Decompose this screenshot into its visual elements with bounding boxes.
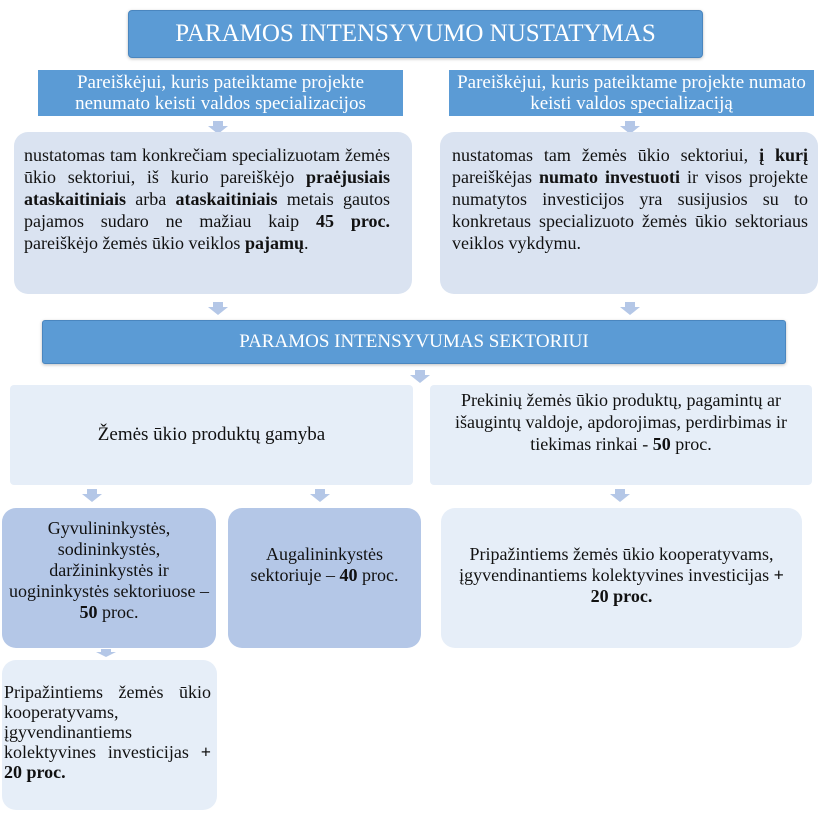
left-condition-text: nustatomas tam konkrečiam specializuotam žemės ūkio sektoriui, iš kurio pareiškėjo praėjusiais ataskaitiniais arba ataskaitiniais metais gautos pajamos sudaro ne mažiau kaip 45 proc. pareiškėjo žemės ūkio veiklos pajamų.	[14, 132, 412, 294]
main-title: PARAMOS INTENSYVUMO NUSTATYMAS	[128, 10, 703, 58]
crop-sector-box: Augalininkystės sektoriuje – 40 proc.	[228, 508, 421, 648]
arrow-down-icon	[310, 489, 330, 502]
cooperatives-bonus-right-box: Pripažintiems žemės ūkio kooperatyvams, įgyvendinantiems kolektyvines investicijas + 20 proc.	[441, 508, 802, 648]
cooperatives-bonus-left-box: Pripažintiems žemės ūkio kooperatyvams, įgyvendinantiems kolektyvines investicijas + 20 proc.	[2, 660, 217, 810]
right-condition-text: nustatomas tam žemės ūkio sektoriui, į kurį pareiškėjas numato investuoti ir visos projekte numatytos investicijos yra susijusios su to konkretaus specializuoto žemės ūkio sektoriaus veiklos vykdymu.	[440, 132, 818, 294]
processing-box: Prekinių žemės ūkio produktų, pagamintų ar išaugintų valdoje, apdorojimas, perdirbimas ir tiekimas rinkai - 50 proc.	[430, 385, 812, 485]
right-condition-header: Pareiškėjui, kuris pateiktame projekte numato keisti valdos specializaciją	[449, 70, 814, 118]
arrow-down-icon	[82, 489, 102, 502]
arrow-down-icon	[620, 302, 640, 315]
sector-intensity-title: PARAMOS INTENSYVUMAS SEKTORIUI	[42, 320, 786, 364]
arrow-down-icon	[410, 370, 430, 383]
livestock-sectors-box: Gyvulininkystės, sodininkystės, daržininkystės ir uogininkystės sektoriuose – 50 proc.	[2, 508, 216, 648]
arrow-down-icon	[208, 302, 228, 315]
left-condition-header: Pareiškėjui, kuris pateiktame projekte nenumato keisti valdos specializacijos	[38, 70, 403, 118]
production-box: Žemės ūkio produktų gamyba	[10, 385, 413, 485]
arrow-down-icon	[610, 489, 630, 502]
